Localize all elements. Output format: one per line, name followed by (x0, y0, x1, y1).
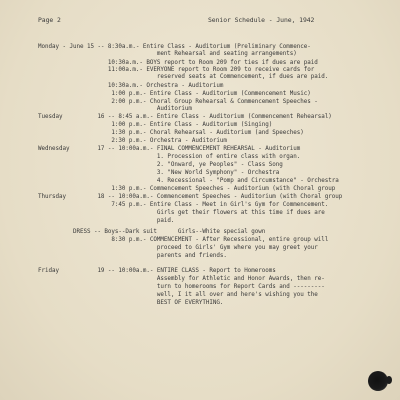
schedule-line: 1:00 p.m.- Entire Class - Auditorium (Commencement Music) (38, 91, 311, 97)
schedule-line: 1:00 p.m.- Entire Class - Auditorium (Singing) (38, 122, 273, 128)
page-number: Page 2 (38, 16, 61, 24)
schedule-line: 3. "New World Symphony" - Orchestra (38, 170, 280, 176)
schedule-line: 2. "Onward, ye Peoples" - Class Song (38, 162, 283, 168)
schedule-line: DRESS -- Boys--Dark suit Girls--White special gown (38, 229, 266, 235)
schedule-line: 2:00 p.m.- Choral Group Rehearsal & Commencement Speeches - (38, 99, 318, 105)
schedule-line: 8:30 p.m.- COMMENCEMENT - After Recessional, entire group will (38, 237, 329, 243)
schedule-line: parents and friends. (38, 253, 227, 259)
schedule-line: 1:30 p.m.- Choral Rehearsal - Auditorium (and Speeches) (38, 130, 304, 136)
schedule-line: Monday - June 15 -- 8:30a.m.- Entire Class - Auditorium (Preliminary Commence- (38, 44, 311, 50)
ink-stain (368, 371, 388, 391)
schedule-line: paid. (38, 218, 175, 224)
document-title: Senior Schedule - June, 1942 (208, 16, 315, 24)
schedule-line: 1:30 p.m.- Commencement Speeches - Auditorium (with Choral group (38, 186, 336, 192)
schedule-line: 2:30 p.m.- Orchestra - Auditorium (38, 138, 227, 144)
schedule-line: ment Rehearsal and seating arrangements) (38, 51, 297, 57)
schedule-line: Assembly for Athletic and Honor Awards, then re- (38, 276, 325, 282)
schedule-line: 10:30a.m.- Orchestra - Auditorium (38, 83, 224, 89)
schedule-line: Tuesday 16 -- 8:45 a.m.- Entire Class - Auditorium (Commencement Rehearsal) (38, 114, 332, 120)
ink-stain-drip (386, 376, 392, 384)
schedule-line: proceed to Girls' Gym where you may greet your (38, 245, 318, 251)
schedule-line: 7:45 p.m.- Entire Class - Meet in Girl's Gym for Commencement. (38, 202, 329, 208)
schedule-line: 1. Procession of entire class with organ. (38, 154, 301, 160)
schedule-line: Friday 19 -- 10:00a.m.- ENTIRE CLASS - Report to Homerooms (38, 268, 276, 274)
schedule-line: Thursday 18 -- 10:00a.m.- Commencement Speeches - Auditorium (with Choral group (38, 194, 343, 200)
schedule-line: well, I it all over and here's wishing you the (38, 292, 318, 298)
schedule-line: 11:00a.m.- EVERYONE report to Room 209 to receive cards for (38, 67, 315, 73)
schedule-line: 10:30a.m.- BOYS report to Room 209 for ties if dues are paid (38, 60, 318, 66)
schedule-line: reserved seats at Commencement, if dues are paid. (38, 74, 329, 80)
schedule-line: 4. Recessional - "Pomp and Circumstance" - Orchestra (38, 178, 339, 184)
schedule-line: turn to homerooms for Report Cards and --------- (38, 284, 325, 290)
schedule-line: Wednesday 17 -- 10:00a.m.- FINAL COMMENCEMENT REHEARSAL - Auditorium (38, 146, 301, 152)
schedule-line: Auditorium (38, 106, 192, 112)
schedule-line: Girls get their flowers at this time if dues are (38, 210, 325, 216)
schedule-line: BEST OF EVERYTHING. (38, 300, 224, 306)
